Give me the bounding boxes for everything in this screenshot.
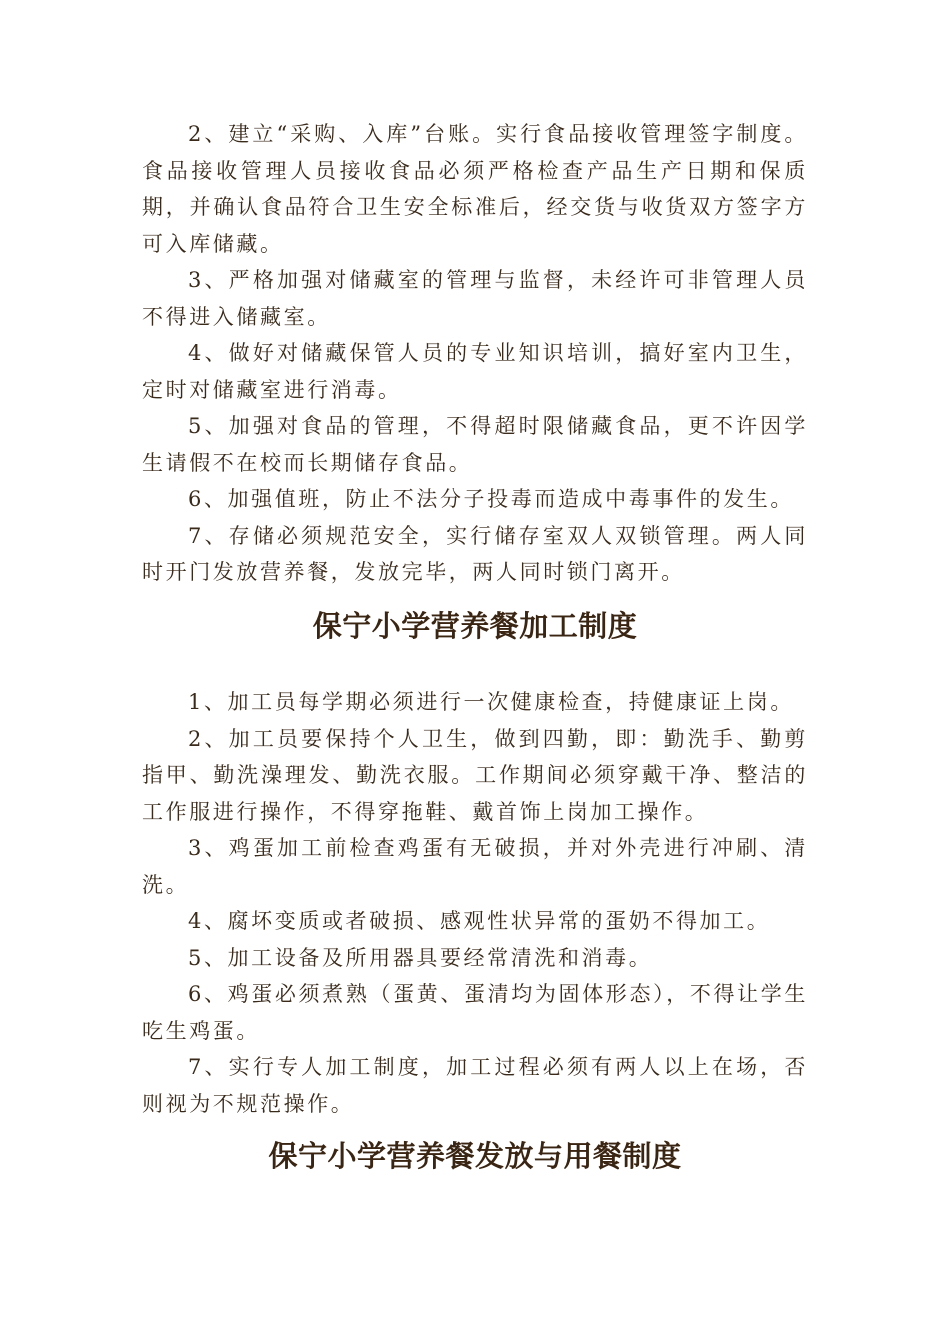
paragraph: 4、腐坏变质或者破损、感观性状异常的蛋奶不得加工。 [188,909,771,933]
paragraph: 6、鸡蛋必须煮熟（蛋黄、蛋清均为固体形态），不得让学生吃生鸡蛋。 [142,982,808,1043]
paragraph: 7、实行专人加工制度，加工过程必须有两人以上在场，否则视为不规范操作。 [142,1055,808,1116]
storage-rules-section [142,116,808,591]
paragraph: 7、存储必须规范安全，实行储存室双人双锁管理。两人同时开门发放营养餐，发放完毕，两人同时锁门离开。 [142,523,808,584]
section-heading-distribution: 保宁小学营养餐发放与用餐制度 [268,1139,682,1173]
paragraph: 2、建立“采购、入库”台账。实行食品接收管理签字制度。食品接收管理人员接收食品必须严格检查产品生产日期和保质期，并确认食品符合卫生安全标准后，经交货与收货双方签字方可入库储藏。 [142,122,808,256]
paragraph: 3、严格加强对储藏室的管理与监督，未经许可非管理人员不得进入储藏室。 [142,268,808,329]
paragraph: 5、加强对食品的管理，不得超时限储藏食品，更不许因学生请假不在校而长期储存食品。 [142,414,808,475]
paragraph: 3、鸡蛋加工前检查鸡蛋有无破损，并对外壳进行冲刷、清洗。 [142,836,808,897]
paragraph: 5、加工设备及所用器具要经常清洗和消毒。 [188,945,653,970]
section-heading-processing: 保宁小学营养餐加工制度 [312,609,638,643]
paragraph: 6、加强值班，防止不法分子投毒而造成中毒事件的发生。 [188,487,794,511]
paragraph: 4、做好对储藏保管人员的专业知识培训，搞好室内卫生，定时对储藏室进行消毒。 [142,341,808,402]
processing-rules-section [142,684,808,1122]
paragraph: 2、加工员要保持个人卫生，做到四勤，即：勤洗手、勤剪指甲、勤洗澡理发、勤洗衣服。工作期间必须穿戴干净、整洁的工作服进行操作，不得穿拖鞋、戴首饰上岗加工操作。 [142,726,808,824]
paragraph: 1、加工员每学期必须进行一次健康检查，持健康证上岗。 [188,690,794,714]
